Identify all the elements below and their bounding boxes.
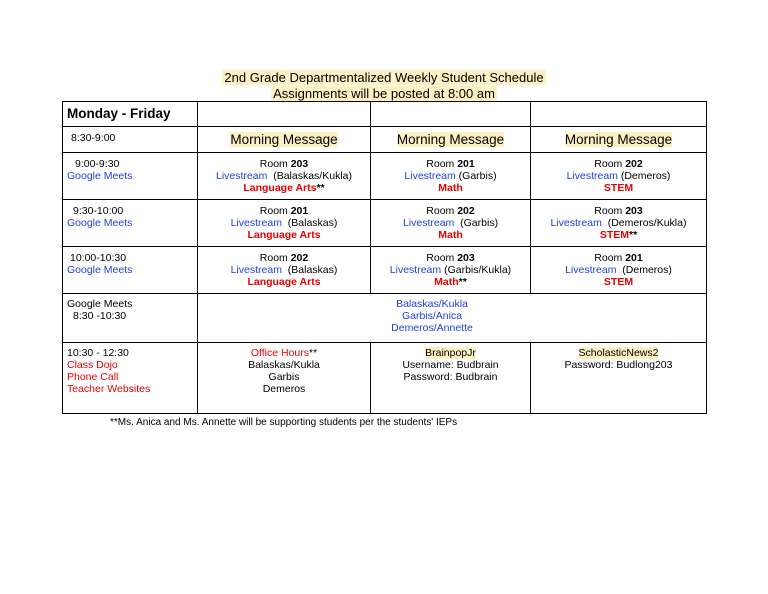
class-cell: Room 203 Livestream (Balaskas/Kukla) Language Arts** [198, 153, 371, 200]
class-cell: Room 201 Livestream (Balaskas) Language Arts [198, 200, 371, 247]
class-cell: Room 203 Livestream (Demeros/Kukla) STEM** [531, 200, 707, 247]
livestream-link[interactable]: Livestream [565, 264, 617, 276]
time-cell: Google Meets 8:30 -10:30 [63, 294, 198, 343]
header-row [63, 102, 707, 127]
meets-group-link[interactable]: Balaskas/Kukla [396, 298, 468, 310]
morning-message: Morning Message [230, 132, 338, 147]
livestream-link[interactable]: Livestream [402, 217, 455, 229]
days-header: Monday - Friday [63, 102, 198, 127]
meets-groups-cell [198, 294, 707, 343]
class-cell: Room 201 Livestream (Demeros) STEM [531, 247, 707, 294]
livestream-link[interactable]: Livestream [230, 264, 282, 276]
schedule-row [63, 153, 707, 200]
office-hours-cell: Office Hours** Balaskas/Kukla Garbis Demeros [198, 343, 371, 414]
google-meets-link[interactable]: Google Meets [67, 217, 133, 229]
teacher-websites-link[interactable]: Teacher Websites [67, 383, 151, 395]
schedule-row [63, 200, 707, 247]
meets-group-link[interactable]: Garbis/Anica [401, 310, 463, 322]
time-cell: 10:00-10:30 Google Meets [63, 247, 198, 294]
schedule-table [62, 101, 707, 414]
class-cell: Room 202 Livestream (Balaskas) Language Arts [198, 247, 371, 294]
brainpop-link[interactable]: BrainpopJr [425, 347, 476, 359]
time-cell: 9:00-9:30 Google Meets [63, 153, 198, 200]
phone-call-link[interactable]: Phone Call [67, 371, 119, 383]
class-cell: Room 202 Livestream (Garbis) Math [371, 200, 531, 247]
google-meets-row [63, 294, 707, 343]
scholastic-link[interactable]: ScholasticNews2 [578, 347, 659, 359]
class-cell: Room 202 Livestream (Demeros) STEM [531, 153, 707, 200]
livestream-link[interactable]: Livestream [404, 170, 456, 182]
footnote: **Ms. Anica and Ms. Annette will be supporting students per the students' IEPs [110, 417, 458, 428]
time-cell: 10:30 - 12:30 Class Dojo Phone Call Teacher Websites [63, 343, 198, 414]
morning-message: Morning Message [396, 132, 505, 147]
morning-message: Morning Message [564, 132, 673, 147]
schedule-title: 2nd Grade Departmentalized Weekly Student Schedule [224, 70, 544, 85]
google-meets-link[interactable]: Google Meets [67, 170, 133, 182]
livestream-link[interactable]: Livestream [216, 170, 268, 182]
office-hours-link[interactable]: Office Hours [250, 347, 309, 359]
livestream-link[interactable]: Livestream [550, 217, 602, 229]
class-cell: Room 203 Livestream (Garbis/Kukla) Math** [371, 247, 531, 294]
brainpop-cell: BrainpopJr Username: Budbrain Password: Budbrain [371, 343, 531, 414]
livestream-link[interactable]: Livestream [389, 264, 442, 276]
class-dojo-link[interactable]: Class Dojo [67, 359, 118, 371]
morning-message-row [63, 127, 707, 153]
time-cell: 9:30-10:00 Google Meets [63, 200, 198, 247]
livestream-link[interactable]: Livestream [566, 170, 618, 182]
schedule-subtitle: Assignments will be posted at 8:00 am [273, 86, 495, 101]
meets-group-link[interactable]: Demeros/Annette [391, 322, 473, 334]
class-cell: Room 201 Livestream (Garbis) Math [371, 153, 531, 200]
scholastic-cell: ScholasticNews2 Password: Budlong203 [531, 343, 707, 414]
google-meets-link[interactable]: Google Meets [67, 264, 133, 276]
livestream-link[interactable]: Livestream [230, 217, 282, 229]
schedule-row [63, 247, 707, 294]
time-cell: 8:30-9:00 [63, 127, 198, 153]
afternoon-row [63, 343, 707, 414]
